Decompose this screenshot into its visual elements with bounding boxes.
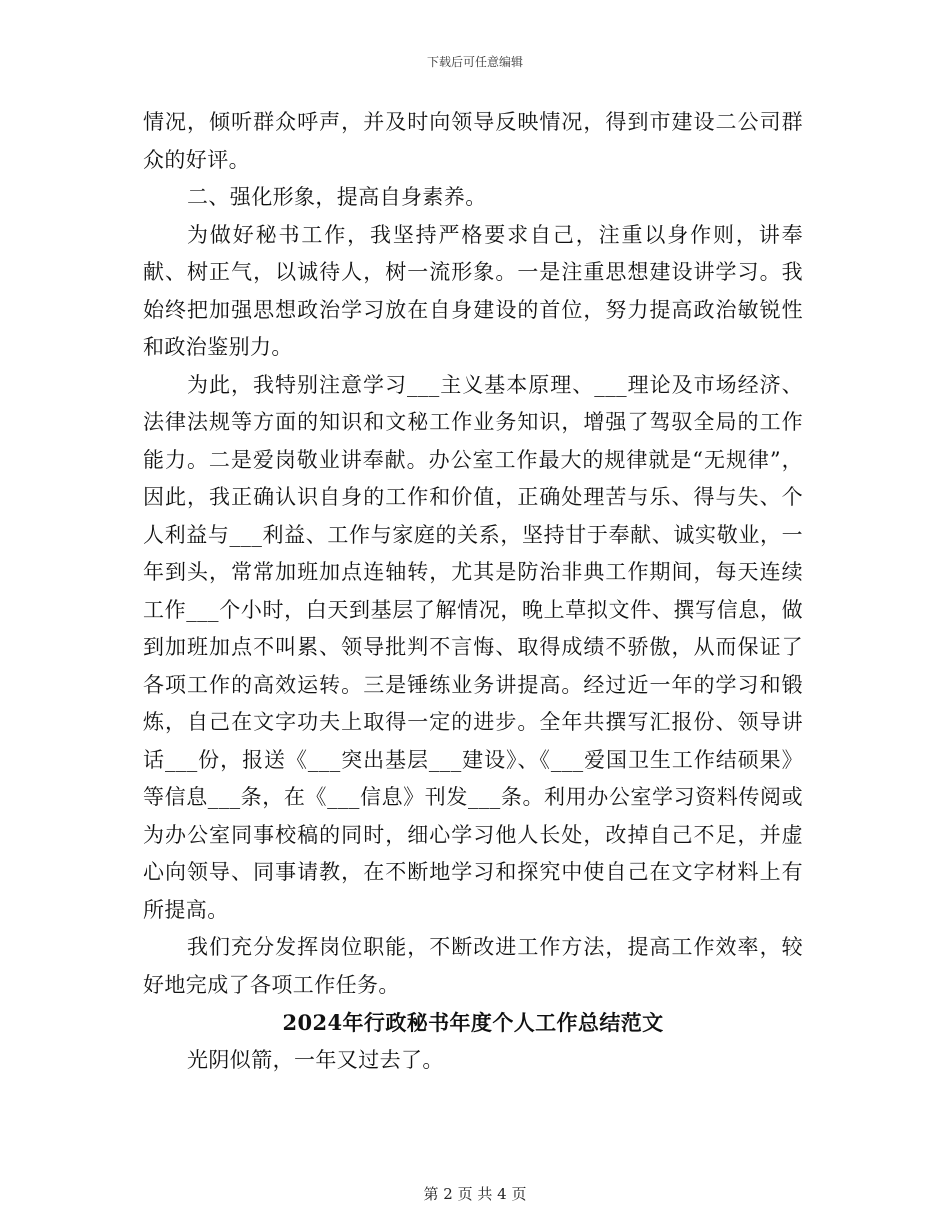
paragraph-4: 为此，我特别注意学习___主义基本原理、___理论及市场经济、法律法规等方面的知识和文秘工作业务知识，增强了驾驭全局的工作能力。二是爱岗敬业讲奉献。办公室工作最大的规律就是“无规律”，因此，我正确认识自身的工作和价值，正确处理苦与乐、得与失、个人利益与___利益、工作与家庭的关系，坚持甘于奉献、诚实敬业，一年到头，常常加班加点连轴转，尤其是防治非典工作期间，每天连续工作___个小时，白天到基层了解情况，晚上草拟文件、撰写信息，做到加班加点不叫累、领导批判不言悔、取得成绩不骄傲，从而保证了各项工作的高效运转。三是锤练业务讲提高。经过近一年的学习和锻炼，自己在文字功夫上取得一定的进步。全年共撰写汇报份、领导讲话___份，报送《___突出基层___建设》、《___爱国卫生工作结硕果》等信息___条，在《___信息》刊发___条。利用办公室学习资料传阅或为办公室同事校稿的同时，细心学习他人长处，改掉自己不足，并虚心向领导、同事请教，在不断地学习和探究中使自己在文字材料上有所提高。 xyxy=(143,372,803,922)
page-header: 下载后可任意编辑 xyxy=(426,55,523,69)
paragraph-1: 情况，倾听群众呼声，并及时向领导反映情况，得到市建设二公司群众的好评。 xyxy=(143,110,803,172)
paragraph-2-heading: 二、强化形象，提高自身素养。 xyxy=(187,185,487,209)
paragraph-5: 我们充分发挥岗位职能，不断改进工作方法，提高工作效率，较好地完成了各项工作任务。 xyxy=(143,935,803,997)
paragraph-3: 为做好秘书工作，我坚持严格要求自己，注重以身作则，讲奉献、树正气，以诚待人，树一流形象。一是注重思想建设讲学习。我始终把加强思想政治学习放在自身建设的首位，努力提高政治敏锐性和政治鉴别力。 xyxy=(143,222,803,359)
document-body xyxy=(143,104,803,1079)
section-title: 2024年行政秘书年度个人工作总结范文 xyxy=(282,1010,664,1035)
closing-paragraph: 光阴似箭，一年又过去了。 xyxy=(187,1047,444,1072)
page-footer: 第 2 页 共 4 页 xyxy=(423,1185,527,1203)
